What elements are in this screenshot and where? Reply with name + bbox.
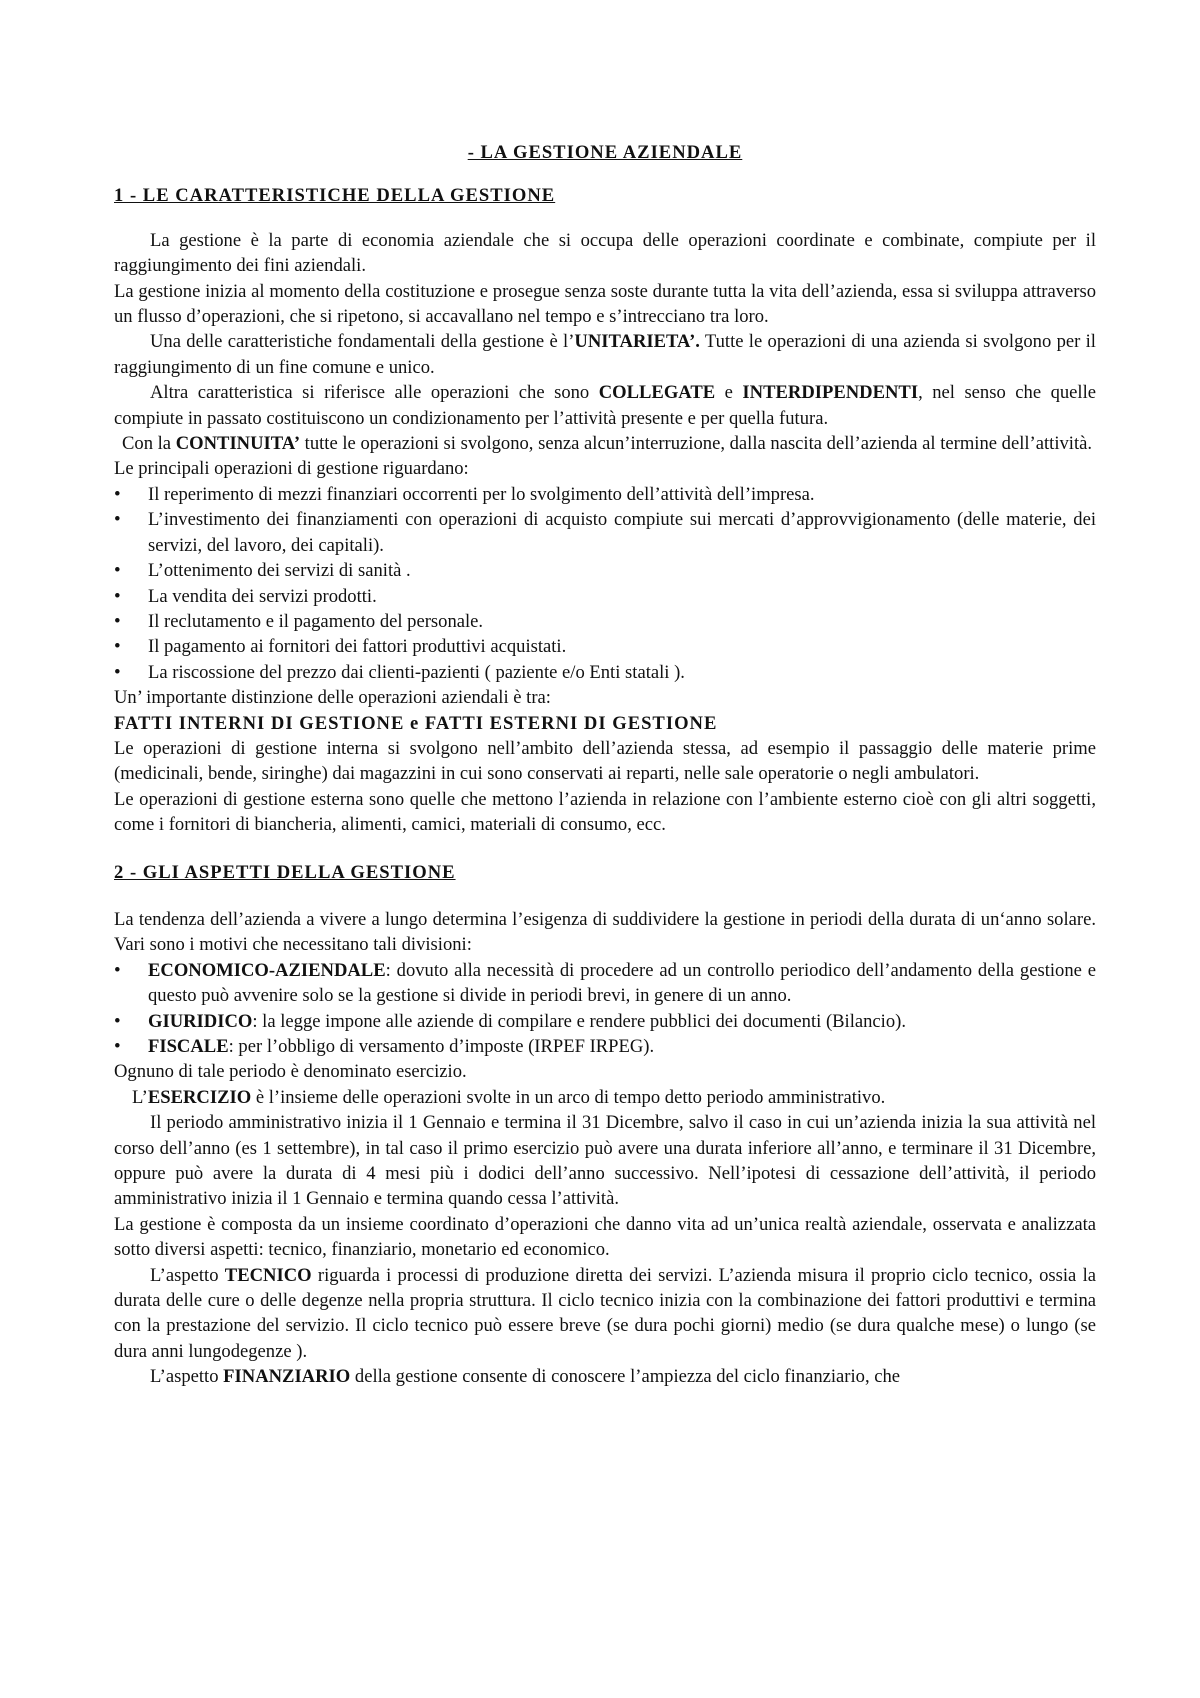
section-heading-1: 1 - LE CARATTERISTICHE DELLA GESTIONE [114,185,556,207]
paragraph: L’aspetto TECNICO riguarda i processi di produzione diretta dei servizi. L’azienda misura il proprio ciclo tecnico, ossia la durata delle cure o delle degenze nella propria struttura. Il ciclo tecnico inizia con la combinazione dei fattori produttivi e termina con la prestazione del servizio. Il ciclo tecnico può essere breve (se dura pochi giorni) medio (se dura qualche mese) o lungo (se dura anni lungodegenze ). [114,1264,1096,1362]
spacer [114,885,1096,907]
paragraph: Le principali operazioni di gestione riguardano: [114,458,469,480]
paragraph: Le operazioni di gestione esterna sono quelle che mettono l’azienda in relazione con l’ambiente esterno cioè con gli altri soggetti, come i fornitori di biancheria, alimenti, camici, materiali di consumo, ecc. [114,788,1096,836]
list-item: • La vendita dei servizi prodotti. [114,584,1096,609]
spacer [114,209,1096,228]
paragraph: Ognuno di tale periodo è denominato esercizio. [114,1061,467,1083]
list-item: • L’investimento dei finanziamenti con operazioni di acquisto compiute sui mercati d’approvvigionamento (delle materie, dei servizi, del lavoro, dei capitali). [114,507,1096,558]
section-heading-2: 2 - GLI ASPETTI DELLA GESTIONE [114,861,456,883]
spacer [114,838,1096,860]
paragraph: La gestione è composta da un insieme coordinato d’operazioni che danno vita ad un’unica realtà aziendale, osservata e analizzata sotto diversi aspetti: tecnico, finanziario, monetario ed economico. [114,1213,1096,1261]
paragraph: Un’ importante distinzione delle operazioni aziendali è tra: [114,687,551,709]
list-item: • FISCALE: per l’obbligo di versamento d’imposte (IRPEF IRPEG). [114,1034,1096,1059]
paragraph: L’ESERCIZIO è l’insieme delle operazioni svolte in un arco di tempo detto periodo amministrativo. [132,1086,886,1108]
document-title: - LA GESTIONE AZIENDALE [467,142,743,163]
paragraph: Il periodo amministrativo inizia il 1 Gennaio e termina il 31 Dicembre, salvo il caso in cui un’azienda inizia la sua attività nel corso dell’anno (es 1 settembre), in tal caso il primo esercizio può avere una durata inferiore all’anno, e terminare il 31 Dicembre, oppure può avere la durata di 4 mesi più i dodici dell’anno successivo. Nell’ipotesi di cessazione dell’attività, il periodo amministrativo inizia il 1 Gennaio e termina quando cessa l’attività. [114,1112,1096,1210]
paragraph: Le operazioni di gestione interna si svolgono nell’ambito dell’azienda stessa, ad esempio il passaggio delle materie prime (medicinali, bende, siringhe) dai magazzini in cui sono conservati ai reparti, nelle sale operatorie o negli ambulatori. [114,737,1096,785]
bullet-list [114,958,1096,1060]
bold-subheading: FATTI INTERNI DI GESTIONE e FATTI ESTERNI DI GESTIONE [114,712,718,734]
document-page [114,140,1096,1390]
list-item: • Il reperimento di mezzi finanziari occorrenti per lo svolgimento dell’attività dell’impresa. [114,482,1096,507]
list-item: • La riscossione del prezzo dai clienti-pazienti ( paziente e/o Enti statali ). [114,660,1096,685]
paragraph: La gestione inizia al momento della costituzione e prosegue senza soste durante tutta la vita dell’azienda, essa si sviluppa attraverso un flusso d’operazioni, che si ripetono, si accavallano nel tempo e s’intrecciano tra loro. [114,280,1096,328]
list-item: • ECONOMICO-AZIENDALE: dovuto alla necessità di procedere ad un controllo periodico dell’andamento della gestione e questo può avvenire solo se la gestione si divide in periodi brevi, in genere di un anno. [114,958,1096,1009]
paragraph: Con la CONTINUITA’ tutte le operazioni si svolgono, senza alcun’interruzione, dalla nascita dell’azienda al termine dell’attività. [122,433,1093,455]
list-item: • L’ottenimento dei servizi di sanità . [114,558,1096,583]
list-item: • Il reclutamento e il pagamento del personale. [114,609,1096,634]
bullet-list [114,482,1096,685]
paragraph: La tendenza dell’azienda a vivere a lungo determina l’esigenza di suddividere la gestione in periodi della durata di un‘anno solare. Vari sono i motivi che necessitano tali divisioni: [114,908,1096,956]
list-item: • GIURIDICO: la legge impone alle aziende di compilare e rendere pubblici dei documenti (Bilancio). [114,1009,1096,1034]
paragraph: Altra caratteristica si riferisce alle operazioni che sono COLLEGATE e INTERDIPENDENTI, nel senso che quelle compiute in passato costituiscono un condizionamento per l’attività presente e per quella futura. [114,382,1096,429]
paragraph: Una delle caratteristiche fondamentali della gestione è l’UNITARIETA’. Tutte le operazioni di una azienda si svolgono per il raggiungimento di un fine comune e unico. [114,331,1096,378]
paragraph: L’aspetto FINANZIARIO della gestione consente di conoscere l’ampiezza del ciclo finanziario, che [150,1366,901,1388]
paragraph: La gestione è la parte di economia aziendale che si occupa delle operazioni coordinate e combinate, compiute per il raggiungimento dei fini aziendali. [114,229,1096,277]
list-item: • Il pagamento ai fornitori dei fattori produttivi acquistati. [114,634,1096,659]
